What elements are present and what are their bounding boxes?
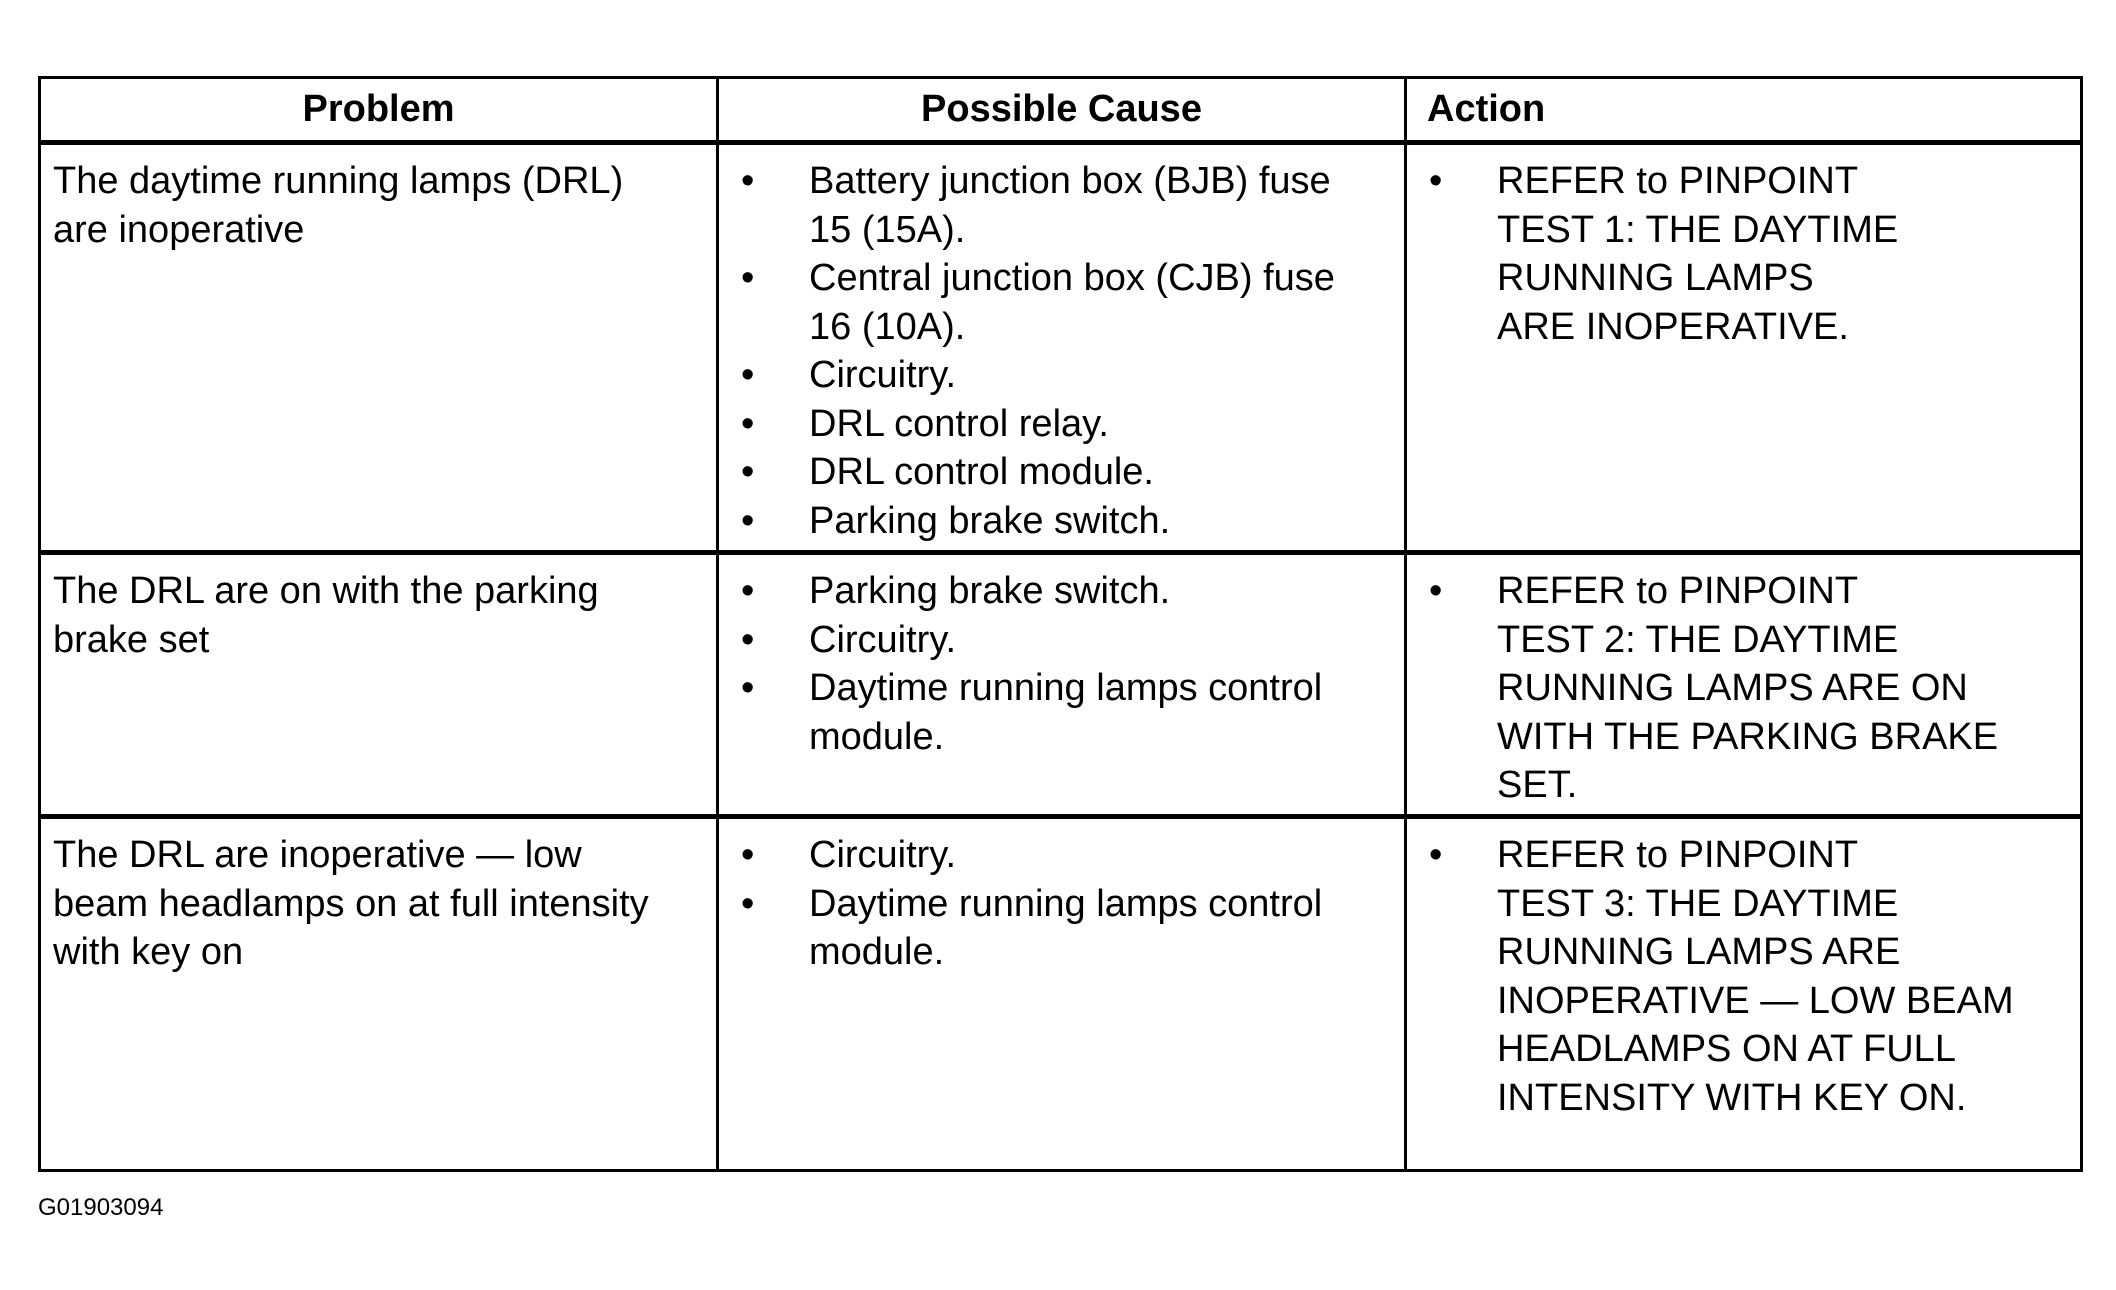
list-item: • Daytime running lamps control module. xyxy=(741,882,1323,973)
action-cell xyxy=(1406,553,2082,817)
table-row xyxy=(40,553,2082,817)
list-item: • Circuitry. xyxy=(741,618,957,661)
list-item: • REFER to PINPOINT TEST 1: THE DAYTIME RUNNING LAMPS ARE INOPERATIVE. xyxy=(1429,160,1899,348)
action-cell xyxy=(1406,817,2082,1171)
cause-list xyxy=(719,555,1404,761)
diagnosis-table xyxy=(38,76,2083,1172)
problem-cell xyxy=(40,143,718,553)
cause-cell xyxy=(718,817,1406,1171)
list-item: • Central junction box (CJB) fuse 16 (10A). xyxy=(741,257,1335,348)
list-item: • Parking brake switch. xyxy=(741,499,1171,542)
table-row xyxy=(40,143,2082,553)
problem-cell xyxy=(40,817,718,1171)
figure-id: G01903094 xyxy=(38,1194,164,1221)
action-list xyxy=(1407,819,2080,1122)
cause-cell xyxy=(718,143,1406,553)
list-item: • REFER to PINPOINT TEST 2: THE DAYTIME RUNNING LAMPS ARE ON WITH THE PARKING BRAKE SET. xyxy=(1429,570,1999,806)
list-item: • Circuitry. xyxy=(741,834,957,876)
list-item: • Battery junction box (BJB) fuse 15 (15A). xyxy=(741,160,1331,251)
header-row xyxy=(40,78,2082,143)
action-list xyxy=(1407,555,2080,810)
list-item: • DRL control relay. xyxy=(741,402,1109,445)
cause-cell xyxy=(718,553,1406,817)
header-possible-cause: Possible Cause xyxy=(718,78,1406,143)
list-item: • Daytime running lamps control module. xyxy=(741,667,1323,758)
header-action: Action xyxy=(1406,78,2082,143)
action-list xyxy=(1407,145,2080,351)
list-item: • Circuitry. xyxy=(741,354,957,396)
problem-text: The DRL are on with the parking brake set xyxy=(53,570,599,661)
list-item: • REFER to PINPOINT TEST 3: THE DAYTIME RUNNING LAMPS ARE INOPERATIVE — LOW BEAM HEADLAMPS ON AT FULL INTENSITY WITH KEY ON. xyxy=(1429,834,2014,1119)
action-cell xyxy=(1406,143,2082,553)
problem-text: The daytime running lamps (DRL) are inoperative xyxy=(53,160,624,251)
problem-cell xyxy=(40,553,718,817)
cause-list xyxy=(719,145,1404,545)
list-item: • Parking brake switch. xyxy=(741,570,1171,612)
cause-list xyxy=(719,819,1404,977)
header-problem: Problem xyxy=(40,78,718,143)
table-row xyxy=(40,817,2082,1171)
list-item: • DRL control module. xyxy=(741,451,1154,493)
problem-text: The DRL are inoperative — low beam headlamps on at full intensity with key on xyxy=(53,834,649,973)
